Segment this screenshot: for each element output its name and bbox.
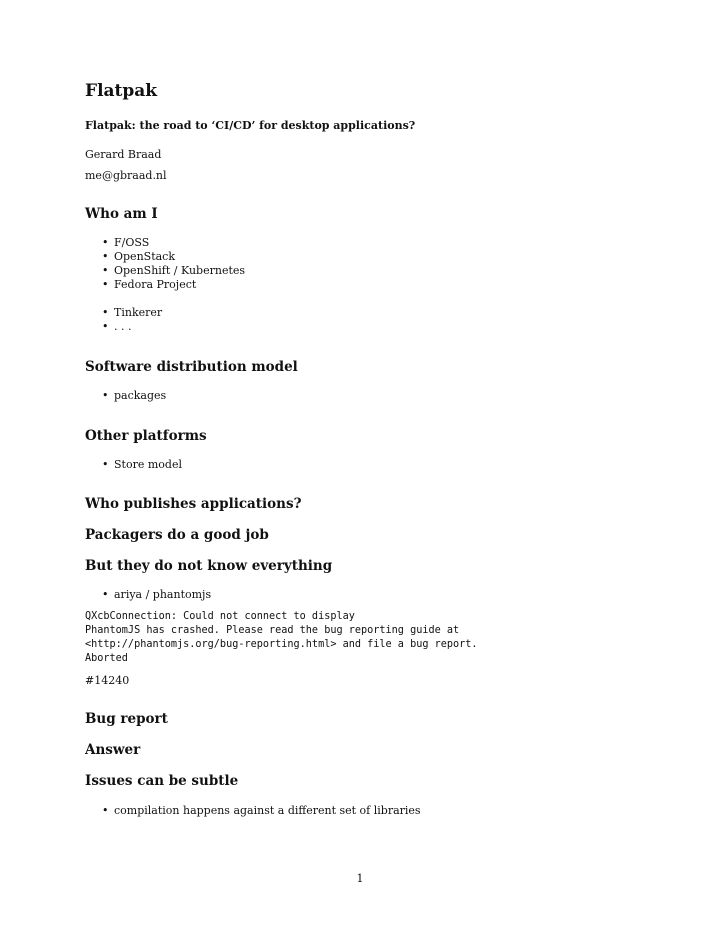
author-name: Gerard Braad: [85, 148, 162, 161]
heading-other-platforms: Other platforms: [85, 428, 207, 444]
code-line: PhantomJS has crashed. Please read the bug reporting guide at: [85, 625, 460, 636]
heading-software-distribution: Software distribution model: [85, 359, 298, 375]
page-number: 1: [356, 872, 364, 885]
who-am-i-list-1: [98, 236, 245, 292]
list-item: • packages: [102, 389, 167, 402]
error-output-code-block: [85, 610, 478, 666]
heading-who-am-i: Who am I: [85, 206, 158, 222]
list-item: • Store model: [102, 458, 182, 471]
who-am-i-list-2: [98, 306, 162, 334]
issues-subtle-list: [98, 804, 421, 818]
software-distribution-list: [98, 389, 166, 403]
list-item: • F/OSS: [102, 236, 150, 249]
heading-answer: Answer: [85, 742, 141, 758]
heading-not-everything: But they do not know everything: [85, 558, 333, 574]
heading-bug-report: Bug report: [85, 711, 168, 727]
document-subtitle: Flatpak: the road to ‘CI/CD’ for desktop applications?: [85, 119, 416, 132]
list-item: • Fedora Project: [102, 278, 197, 291]
list-item: • OpenShift / Kubernetes: [102, 264, 246, 277]
code-line: QXcbConnection: Could not connect to display: [85, 611, 355, 622]
heading-issues-subtle: Issues can be subtle: [85, 773, 239, 789]
list-item: • Tinkerer: [102, 306, 163, 319]
heading-packagers: Packagers do a good job: [85, 527, 269, 543]
issue-reference: #14240: [85, 674, 130, 687]
list-item: • compilation happens against a different set of libraries: [102, 804, 421, 817]
heading-who-publishes: Who publishes applications?: [85, 496, 302, 512]
list-item: • OpenStack: [102, 250, 175, 263]
list-item: • . . .: [102, 320, 132, 333]
list-item: • ariya / phantomjs: [102, 588, 212, 601]
author-email: me@gbraad.nl: [85, 169, 167, 182]
not-everything-list: [98, 588, 211, 602]
code-line: <http://phantomjs.org/bug-reporting.html> and file a bug report.: [85, 639, 478, 650]
document-title: Flatpak: [85, 81, 158, 101]
other-platforms-list: [98, 458, 182, 472]
code-line: Aborted: [85, 653, 128, 664]
